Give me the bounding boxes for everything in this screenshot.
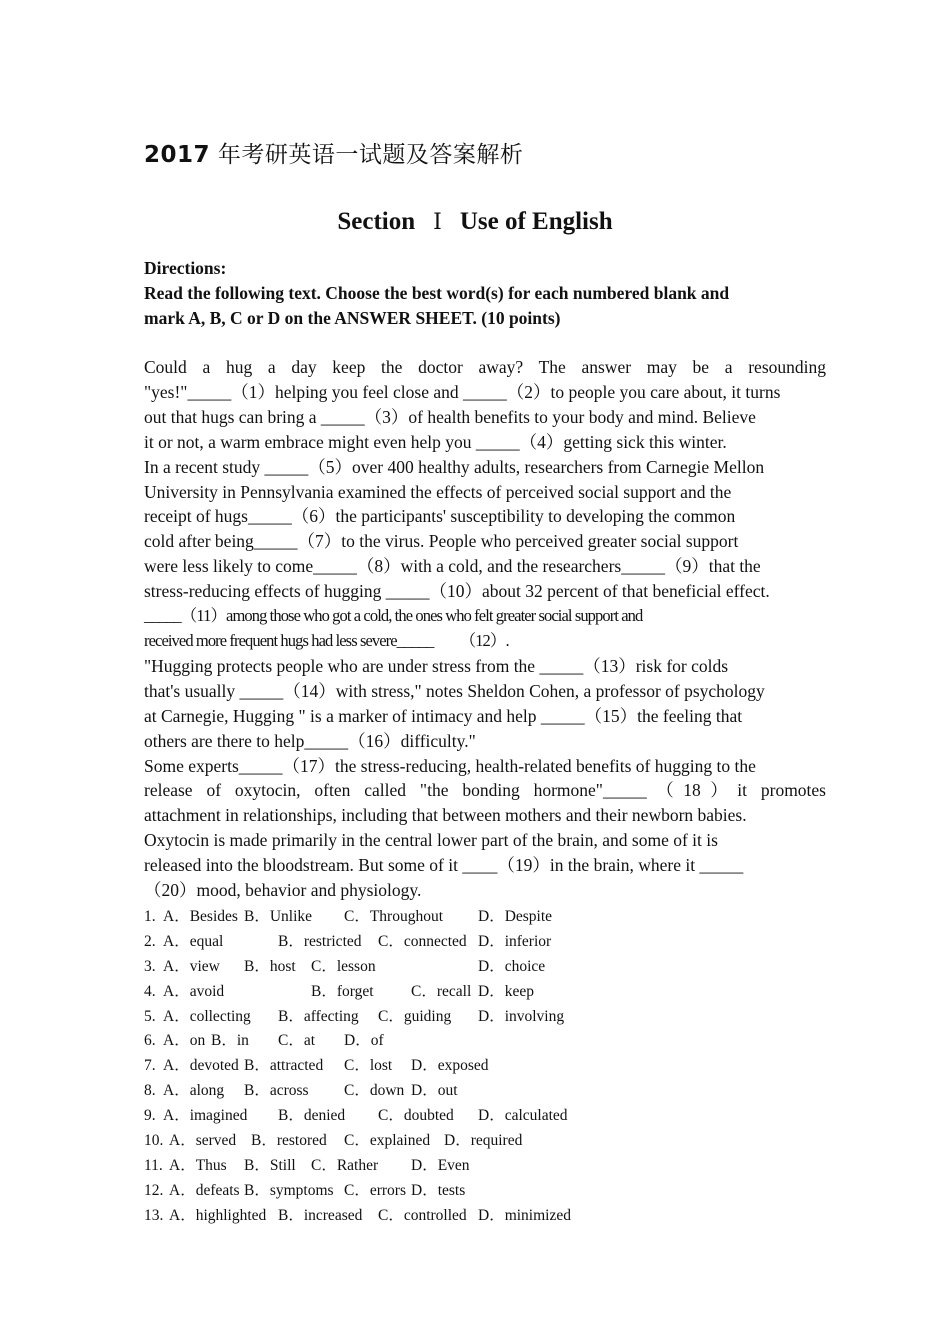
passage-line: Oxytocin is made primarily in the central lower part of the brain, and some of it is [144,830,718,851]
question-number: 8. [144,1082,156,1100]
option-d: D．exposed [411,1057,489,1075]
passage-line: others are there to help_____（16）difficulty." [144,730,476,751]
passage-line: stress-reducing effects of hugging _____（10）about 32 percent of that beneficial effect. [144,581,770,602]
option-a: A．highlighted [169,1206,267,1224]
option-c: C．recall [411,982,472,1000]
option-b: B．denied [278,1107,346,1125]
title-text: 年考研英语一试题及答案解析 [217,142,524,168]
section-roman-numeral: Ⅰ [433,210,442,235]
directions-heading: Directions: [144,258,227,278]
passage-line: （20）mood, behavior and physiology. [144,880,422,901]
option-b: B．attracted [244,1057,324,1075]
option-a: A．Thus [169,1156,227,1174]
option-b: B．forget [311,982,374,1000]
passage-line: that's usually _____（14）with stress," notes Sheldon Cohen, a professor of psychology [144,680,765,701]
option-b: B．increased [278,1206,363,1224]
option-b: B．across [244,1082,309,1100]
option-d: D．of [344,1032,384,1050]
option-a: A．collecting [163,1007,251,1025]
passage-line: cold after being_____（7）to the virus. People who perceived greater social support [144,531,739,552]
option-a: A．on [163,1032,206,1050]
option-c: C．at [278,1032,316,1050]
option-b: B．Unlike [244,908,313,925]
option-a: A．devoted [163,1057,239,1075]
question-number: 11. [144,1156,163,1174]
option-a: A．along [163,1082,225,1100]
question-number: 5. [144,1007,156,1025]
document-title [144,136,523,169]
option-c: C．down [344,1082,405,1100]
option-b: B．Still [244,1156,296,1174]
passage-line: out that hugs can bring a _____（3）of health benefits to your body and mind. Believe [144,406,756,427]
section-heading [0,208,950,236]
option-a: A．imagined [163,1107,248,1125]
option-a: A．defeats [169,1181,240,1199]
passage-line: In a recent study _____（5）over 400 healthy adults, researchers from Carnegie Mellon [144,456,765,477]
passage-line: at Carnegie, Hugging " is a marker of intimacy and help _____（15）the feeling that [144,705,743,726]
directions-line-2: mark A, B, C or D on the ANSWER SHEET. (10 points) [144,308,561,328]
passage-line: release of oxytocin, often called "the bonding hormone"_____（18）it promotes [144,780,826,801]
option-b: B．affecting [278,1007,359,1025]
option-d: D．involving [478,1007,565,1025]
option-c: C．lost [344,1057,393,1075]
option-c: C．lesson [311,957,376,975]
directions-line-1: Read the following text. Choose the best word(s) for each numbered blank and [144,283,730,303]
option-a: A．served [169,1132,237,1150]
passage-line: released into the bloodstream. But some of it ____（19）in the brain, where it _____ [144,855,744,876]
option-c: C．explained [344,1132,431,1150]
option-c: C．errors [344,1181,406,1199]
passage-line: _____（11）among those who got a cold, the ones who felt greater social support and [144,606,643,626]
passage-line: were less likely to come_____（8）with a cold, and the researchers_____（9）that the [144,556,761,577]
option-d: D．inferior [478,932,552,950]
cloze-passage [144,355,826,903]
question-number: 12. [144,1181,164,1199]
question-number: 1. [144,908,156,925]
option-c: C．Rather [311,1156,379,1174]
option-d: D．calculated [478,1107,568,1125]
passage-line: "Hugging protects people who are under stress from the _____（13）risk for colds [144,655,729,676]
section-label: Section [337,208,416,235]
option-a: A．equal [163,932,224,950]
passage-line: receipt of hugs_____（6）the participants' susceptibility to developing the common [144,506,736,527]
question-number: 13. [144,1206,164,1224]
title-year: 2017 [144,142,211,168]
passage-line: Could a hug a day keep the doctor away? The answer may be a resounding [144,357,826,377]
option-d: D．tests [411,1181,466,1199]
question-number: 6. [144,1032,156,1050]
directions-block [144,256,824,331]
question-number: 3. [144,957,156,975]
option-c: C．connected [378,932,467,950]
option-d: D．choice [478,957,546,975]
option-c: C．controlled [378,1206,467,1224]
option-b: B．symptoms [244,1181,334,1199]
question-number: 2. [144,932,156,950]
passage-line: attachment in relationships, including that between mothers and their newborn babies. [144,805,747,826]
option-c: C．guiding [378,1007,452,1025]
option-b: B．in [211,1032,249,1050]
option-d: D．Even [411,1156,470,1174]
option-b: B．restricted [278,932,362,950]
passage-line: Some experts_____（17）the stress-reducing, health-related benefits of hugging to the [144,755,756,776]
option-d: D．required [444,1132,523,1150]
question-number: 9. [144,1107,156,1125]
passage-line: University in Pennsylvania examined the effects of perceived social support and the [144,481,732,502]
option-a: A．avoid [163,982,225,1000]
passage-line: "yes!"_____（1）helping you feel close and _____（2）to people you care about, it turns [144,381,781,402]
option-c: C．Throughout [344,908,444,925]
option-b: B．restored [251,1132,327,1150]
question-number: 4. [144,982,156,1000]
option-b: B．host [244,957,296,975]
option-d: D．out [411,1082,458,1100]
section-name: Use of English [459,208,613,235]
option-a: A．view [163,957,220,975]
option-d: D．minimized [478,1206,571,1224]
passage-line: received more frequent hugs had less severe_____ （12）. [144,630,509,650]
option-a: A．Besides [163,908,238,925]
question-number: 7. [144,1057,156,1075]
option-c: C．doubted [378,1107,454,1125]
option-d: D．Despite [478,908,553,925]
question-number: 10. [144,1132,164,1150]
option-d: D．keep [478,982,534,1000]
passage-line: it or not, a warm embrace might even help you _____（4）getting sick this winter. [144,431,727,452]
